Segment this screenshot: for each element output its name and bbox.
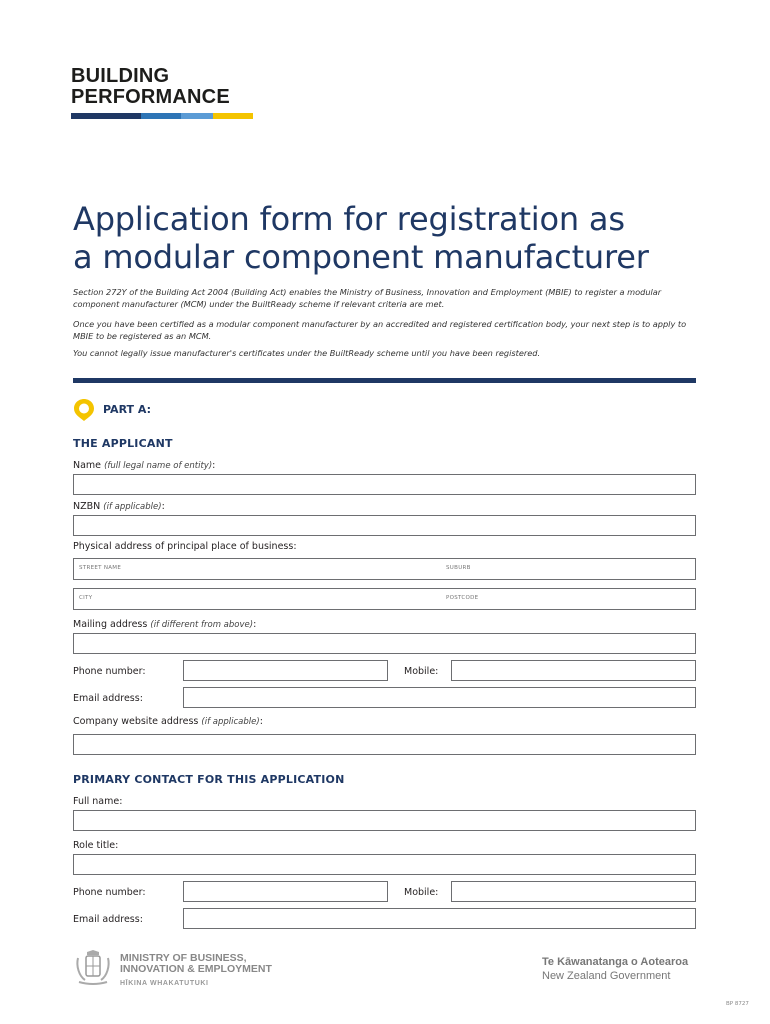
primary-contact-heading: PRIMARY CONTACT FOR THIS APPLICATION (73, 773, 345, 786)
suburb-tag: SUBURB (446, 565, 471, 571)
city-postcode-input[interactable] (73, 588, 696, 610)
mailing-address-label: Mailing address (if different from above): (73, 619, 257, 630)
website-label: Company website address (if applicable): (73, 716, 263, 727)
email-label: Email address: (73, 693, 143, 704)
role-title-input[interactable] (73, 854, 696, 875)
fullname-label: Full name: (73, 796, 123, 807)
logo-line-2: PERFORMANCE (71, 86, 230, 108)
document-code: BP 8727 (726, 1001, 749, 1007)
postcode-tag: POSTCODE (446, 595, 479, 601)
nz-coat-of-arms-icon (73, 950, 113, 986)
email-input[interactable] (183, 687, 696, 708)
street-suburb-input[interactable] (73, 558, 696, 580)
contact-mobile-input[interactable] (451, 881, 696, 902)
name-label: Name (full legal name of entity): (73, 460, 216, 471)
physical-address-label: Physical address of principal place of business: (73, 541, 297, 552)
intro-paragraph-3: You cannot legally issue manufacturer's certificates under the BuiltReady scheme until you have been registered. (73, 348, 541, 358)
nzbn-input[interactable] (73, 515, 696, 536)
logo-stripe (71, 113, 253, 119)
mobile-input[interactable] (451, 660, 696, 681)
part-a-label: PART A: (103, 403, 151, 416)
street-name-tag: STREET NAME (79, 565, 122, 571)
nzbn-label: NZBN (if applicable): (73, 501, 165, 512)
phone-input[interactable] (183, 660, 388, 681)
logo-line-1: BUILDING (71, 65, 170, 87)
location-pin-icon (73, 398, 95, 422)
phone-label: Phone number: (73, 666, 146, 677)
contact-mobile-label: Mobile: (404, 887, 439, 898)
website-input[interactable] (73, 734, 696, 755)
intro-paragraph-1: Section 272Y of the Building Act 2004 (Building Act) enables the Ministry of Business, Innovation and Employment (MBIE) to register a modular component manufacturer (MCM) under the BuiltReady scheme if relevant criteria are met. (73, 287, 662, 309)
building-performance-logo (71, 66, 230, 108)
name-input[interactable] (73, 474, 696, 495)
applicant-heading: THE APPLICANT (73, 437, 173, 450)
role-title-label: Role title: (73, 840, 119, 851)
page-title: Application form for registration as a modular component manufacturer (73, 200, 649, 276)
city-tag: CITY (79, 595, 93, 601)
contact-email-input[interactable] (183, 908, 696, 929)
contact-phone-input[interactable] (183, 881, 388, 902)
contact-phone-label: Phone number: (73, 887, 146, 898)
mobile-label: Mobile: (404, 666, 439, 677)
section-divider (73, 378, 696, 383)
contact-email-label: Email address: (73, 914, 143, 925)
mbie-logo: MINISTRY OF BUSINESS, INNOVATION & EMPLOYMENT HĪKINA WHAKATUTUKI (120, 952, 272, 987)
intro-paragraph-2: Once you have been certified as a modular component manufacturer by an accredited and registered certification body, your next step is to apply to MBIE to be registered as an MCM. (73, 319, 687, 341)
fullname-input[interactable] (73, 810, 696, 831)
nz-government-logo: Te Kāwanatanga o Aotearoa New Zealand Government (542, 956, 689, 982)
mailing-address-input[interactable] (73, 633, 696, 654)
